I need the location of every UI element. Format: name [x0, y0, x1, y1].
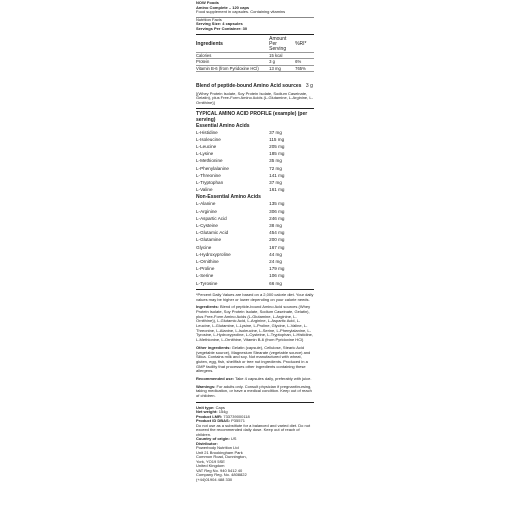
origin-label: Country of origin: [196, 436, 230, 442]
amino-name: L-Leucine [196, 143, 217, 149]
facts-title: Nutrition Facts [196, 16, 222, 22]
product-name: Amino Complete – 120 caps [196, 4, 250, 10]
col-amount: Amount Per Serving [269, 37, 295, 53]
nutrient-name: Protein [196, 59, 269, 65]
origin-value: US [230, 436, 237, 442]
nutrient-ri: 765% [295, 65, 314, 71]
nutrient-name: Calories [196, 53, 269, 59]
amino-amount: 141 mg [269, 172, 285, 178]
amino-amount: 167 mg [269, 244, 285, 250]
ingredients-label: Ingredients: [196, 304, 219, 310]
table-row [196, 229, 314, 236]
table-row [196, 265, 314, 272]
table-row [196, 136, 314, 143]
table-row [196, 272, 314, 279]
amino-name: Glycine [196, 244, 212, 250]
product-description: Food supplement in capsules. Containing vitamins [196, 9, 286, 15]
header-block [196, 1, 314, 15]
distributor-line: York, YO19 5SE [196, 458, 225, 464]
table-row [196, 172, 314, 179]
ingredients-text: Blend of peptide-bound Amino Acid sources (Whey Protein Isolate, Soy Protein Isolate, Sodium Caseinate, Gelatin), plus Free-Form Amino Acids (L-Glutamine, L-Arginine, L-Ornithine)), L-Glutamic Acid, L-Arginine, L-Aspartic Acid, L-Leucine, L-Glutamine, L-Lysine, L-Proline, Glycine, L-Valine, L-Threonine, L-Alanine, L-Isoleucine, L-Serine, L-Phenylalanine, L-Tyrosine, L-Hydroxyproline, L-Cysteine, L-Tryptophan, L-Histidine, L-Methionine, L-Ornithine, Vitamin B-6 (from Pyridoxine HCl) [196, 304, 314, 343]
table-row [196, 215, 314, 222]
recommended-use-text: Take 4 capsules daily, preferably with juice. [235, 376, 312, 382]
table-row [196, 222, 314, 229]
blend-title: Blend of peptide-bound Amino Acid sources [196, 82, 302, 89]
blend-amount: 3 g [305, 82, 313, 89]
nutrient-ri: 6% [295, 59, 314, 65]
amino-amount: 72 mg [269, 165, 282, 171]
amino-amount: 179 mg [269, 266, 285, 272]
col-ingredients: Ingredients [196, 37, 269, 53]
blend-block [196, 74, 314, 106]
ri-note: *Percent Daily Values are based on a 2,000 calorie diet. Your daily values may be higher or lower depending on your calorie needs. [196, 291, 314, 302]
disclaimer: Do not use as a substitute for a balanced and varied diet. Do not exceed the recommended daily dose. Keep out of reach of children. [196, 422, 311, 437]
recommended-use-block [196, 377, 314, 382]
amino-amount: 200 mg [269, 237, 285, 243]
table-row [196, 236, 314, 243]
nutrient-amount: 15 kcal [269, 53, 295, 59]
table-row [196, 150, 314, 157]
distributor-label: Distributor: [196, 440, 218, 446]
amino-name: L-Valine [196, 187, 213, 193]
recommended-use-label: Recommended use: [196, 376, 235, 382]
lmr-value: 733739000118 [223, 413, 250, 419]
amino-name: L-Alanine [196, 201, 216, 207]
table-row [196, 157, 314, 164]
table-row [196, 200, 314, 207]
table-row [196, 280, 314, 287]
table-row [196, 129, 314, 136]
unit-type: Caps [215, 404, 225, 410]
amino-amount: 246 mg [269, 215, 285, 221]
amino-amount: 306 mg [269, 208, 285, 214]
amino-amount: 38 mg [269, 223, 282, 228]
table-row [196, 65, 314, 71]
ingredients-block [196, 305, 314, 343]
other-ingredients-text: Gelatin (capsule), Cellulose, Stearic Acid (vegetable source), Magnesium Stearate (vegetable source) and Silica. Contains milk and soy. Not manufactured with wheat, gluten, egg, fish, shellfish or tree nut ingredients. Produced in a GMP facility that processes other ingredients containing these allergens. [196, 344, 311, 374]
amino-name: L-Hydroxyproline [196, 251, 231, 257]
amino-name: L-Threonine [196, 172, 221, 178]
amino-amount: 37 mg [269, 179, 282, 185]
table-row [196, 208, 314, 215]
amino-amount: 115 mg [269, 136, 285, 142]
amino-profile-title: TYPICAL AMINO ACID PROFILE (example) (per serving) [196, 110, 308, 123]
col-ri: %RI* [295, 37, 314, 53]
amino-name: L-Ornithine [196, 259, 219, 265]
amino-name: L-Glutamic Acid [196, 230, 229, 236]
distributor-line: United Kingdom [196, 463, 225, 469]
essential-table [196, 129, 314, 194]
amino-name: L-Histidine [196, 129, 218, 135]
amino-name: L-Proline [196, 266, 215, 272]
table-row [196, 179, 314, 186]
lmr-label: Product LMR: [196, 413, 223, 419]
amino-amount: 205 mg [269, 143, 285, 149]
product-id-label: Product ID DBAS: [196, 418, 230, 424]
amino-name: L-Arginine [196, 208, 217, 214]
brand-name: NOW Foods [196, 0, 219, 5]
amino-amount: 185 mg [269, 151, 285, 157]
product-details [196, 406, 314, 483]
amino-amount: 24 mg [269, 259, 282, 265]
net-weight-label: Net weight: [196, 409, 218, 415]
amino-name: L-Cysteine [196, 223, 218, 228]
amino-name: L-Glutamine [196, 237, 222, 243]
net-weight: 154g [218, 409, 228, 415]
table-row [196, 186, 314, 193]
serving-size: Serving Size: 4 capsules [196, 21, 243, 27]
amino-name: L-Methionine [196, 158, 223, 164]
blend-description: [(Whey Protein Isolate, Soy Protein Isolate, Sodium Caseinate, Gelatin), plus Free-Form Amino Acids (L-Glutamine, L-Arginine, L-Ornithine)] [196, 90, 313, 105]
table-row [196, 244, 314, 251]
distributor-address [196, 446, 314, 482]
amino-name: L-Aspartic Acid [196, 215, 227, 221]
amino-name: L-Phenylalanine [196, 165, 229, 171]
amino-amount: 35 mg [269, 158, 282, 164]
product-label [196, 0, 314, 482]
amino-amount: 454 mg [269, 230, 285, 236]
unit-type-label: Unit type: [196, 404, 215, 410]
amino-amount: 161 mg [269, 187, 285, 193]
amino-amount: 135 mg [269, 201, 285, 207]
nutrient-amount: 3 g [269, 59, 295, 65]
distributor-line: VAT Reg No. 940 5412 40 [196, 467, 243, 473]
facts-header [196, 18, 314, 32]
product-id: P35571 [231, 418, 245, 424]
distributor-line: Unit 21 Brookingham Park [196, 449, 243, 455]
amino-amount: 66 mg [269, 280, 282, 286]
distributor-line: Common Road, Dunnington, [196, 454, 247, 460]
nutrition-table [196, 37, 314, 72]
table-row [196, 165, 314, 172]
amino-amount: 106 mg [269, 273, 285, 279]
amino-amount: 37 mg [269, 129, 282, 135]
amino-name: L-Lysine [196, 151, 214, 157]
amino-name: L-Isoleucine [196, 136, 221, 142]
warnings-block [196, 385, 314, 399]
warnings-text: For adults only. Consult physician if pregnant/nursing, taking medication, or have a medical condition. Keep out of reach of children. [196, 383, 312, 399]
distributor-line: (+44)01904 488 330 [196, 476, 233, 482]
table-row [196, 251, 314, 258]
amino-name: L-Serine [196, 273, 214, 279]
nutrient-name: Vitamin B-6 (from Pyridoxine HCl) [196, 65, 269, 71]
nonessential-title: Non-Essential Amino Acids [196, 194, 261, 201]
amino-name: L-Tryptophan [196, 179, 224, 185]
nutrient-amount: 13 mg [269, 65, 295, 71]
distributor-line: Company Reg. No. 4808822 [196, 472, 247, 478]
warnings-label: Warnings: [196, 383, 216, 389]
nonessential-table [196, 200, 314, 286]
table-row [196, 143, 314, 150]
other-ingredients-block [196, 346, 314, 374]
essential-title: Essential Amino Acids [196, 122, 250, 129]
distributor-line: Powerbody Nutrition Ltd [196, 445, 239, 451]
table-row [196, 258, 314, 265]
amino-amount: 44 mg [269, 251, 282, 257]
servings-per-container: Servings Per Container: 30 [196, 25, 248, 31]
amino-name: L-Tyrosine [196, 280, 218, 286]
other-ingredients-label: Other ingredients: [196, 344, 231, 350]
nutrition-header-row [196, 37, 314, 53]
